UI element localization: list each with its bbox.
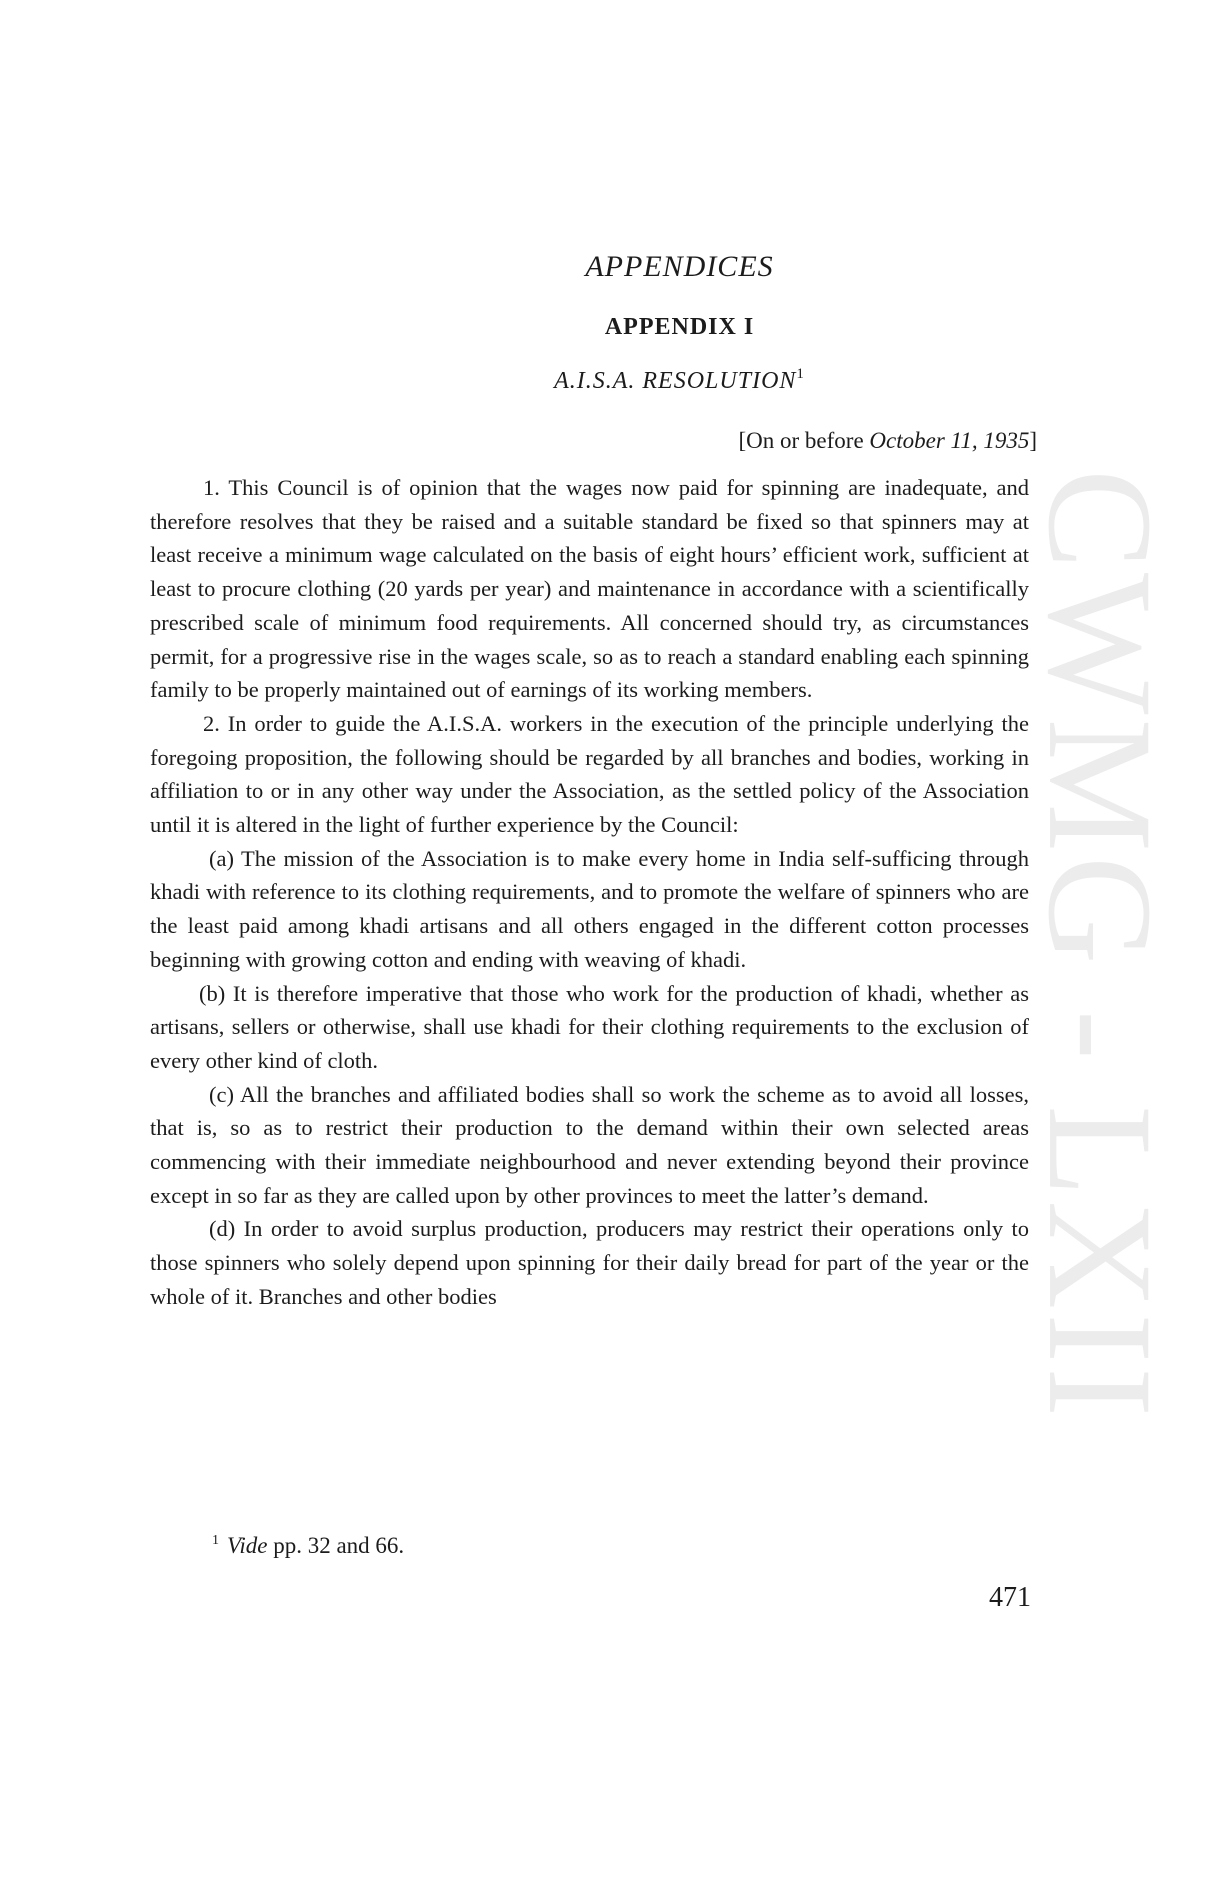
date-line bbox=[738, 428, 1037, 454]
paragraph-d: (d) In order to avoid surplus production, producers may restrict their operations only to those spinners who solely depend upon spinning for their daily bread for part of the year or the whole of it. Branches and other bodies bbox=[150, 1216, 1029, 1309]
paragraph-1: 1. This Council is of opinion that the wages now paid for spinning are inadequate, and therefore resolves that they be raised and a suitable standard be fixed so that spinners may at least receive a minimum wage calculated on the basis of eight hours’ efficient work, sufficient at least to procure clothing (20 yards per year) and maintenance in accordance with a scientifically prescribed scale of minimum food requirements. All concerned should try, as circumstances permit, for a progressive rise in the wages scale, so as to reach a standard enabling each spinning family to be properly maintained out of earnings of its working members. bbox=[150, 475, 1029, 703]
footnote bbox=[212, 1533, 404, 1559]
resolution-title bbox=[0, 368, 1229, 395]
body-text bbox=[150, 471, 1029, 1314]
watermark bbox=[1017, 468, 1184, 1422]
appendix-heading: APPENDIX I bbox=[604, 314, 755, 340]
watermark-text: CWMG - LXII bbox=[1017, 468, 1184, 1422]
date-suffix: ] bbox=[1029, 428, 1037, 453]
paragraph-2: 2. In order to guide the A.I.S.A. workers in the execution of the principle underlying the foregoing proposition, the following should be regarded by all branches and bodies, working in affiliation to or in any other way under the Association, as the settled policy of the Association until it is altered in the light of further experience by the Council: bbox=[150, 710, 1029, 838]
footnote-reference: 1 bbox=[796, 366, 805, 382]
footnote-italic: Vide bbox=[227, 1533, 268, 1558]
paragraph-b: (b) It is therefore imperative that those who work for the production of khadi, whether as artisans, sellers or otherwise, shall use khadi for their clothing requirements to the exclusion of every other kind of cloth. bbox=[150, 980, 1029, 1073]
footnote-text: pp. 32 and 66. bbox=[273, 1533, 405, 1558]
date-value: October 11, 1935 bbox=[869, 428, 1030, 453]
paragraph-a: (a) The mission of the Association is to make every home in India self-sufficing through khadi with reference to its clothing requirements, and to promote the welfare of spinners who are the least paid among khadi artisans and all others engaged in the different cotton processes beginning with growing cotton and ending with weaving of khadi. bbox=[150, 845, 1029, 972]
section-heading: APPENDICES bbox=[585, 250, 774, 283]
resolution-title-text: A.I.S.A. RESOLUTION bbox=[554, 368, 797, 394]
page-number: 471 bbox=[989, 1582, 1031, 1613]
date-prefix: [On or before bbox=[738, 428, 864, 453]
paragraph-c: (c) All the branches and affiliated bodies shall so work the scheme as to avoid all losses, that is, so as to restrict their production to the demand within their own selected areas commencing with their immediate neighbourhood and never extending beyond their province except in so far as they are called upon by other provinces to meet the latter’s demand. bbox=[150, 1081, 1029, 1208]
footnote-marker: 1 bbox=[212, 1533, 219, 1548]
